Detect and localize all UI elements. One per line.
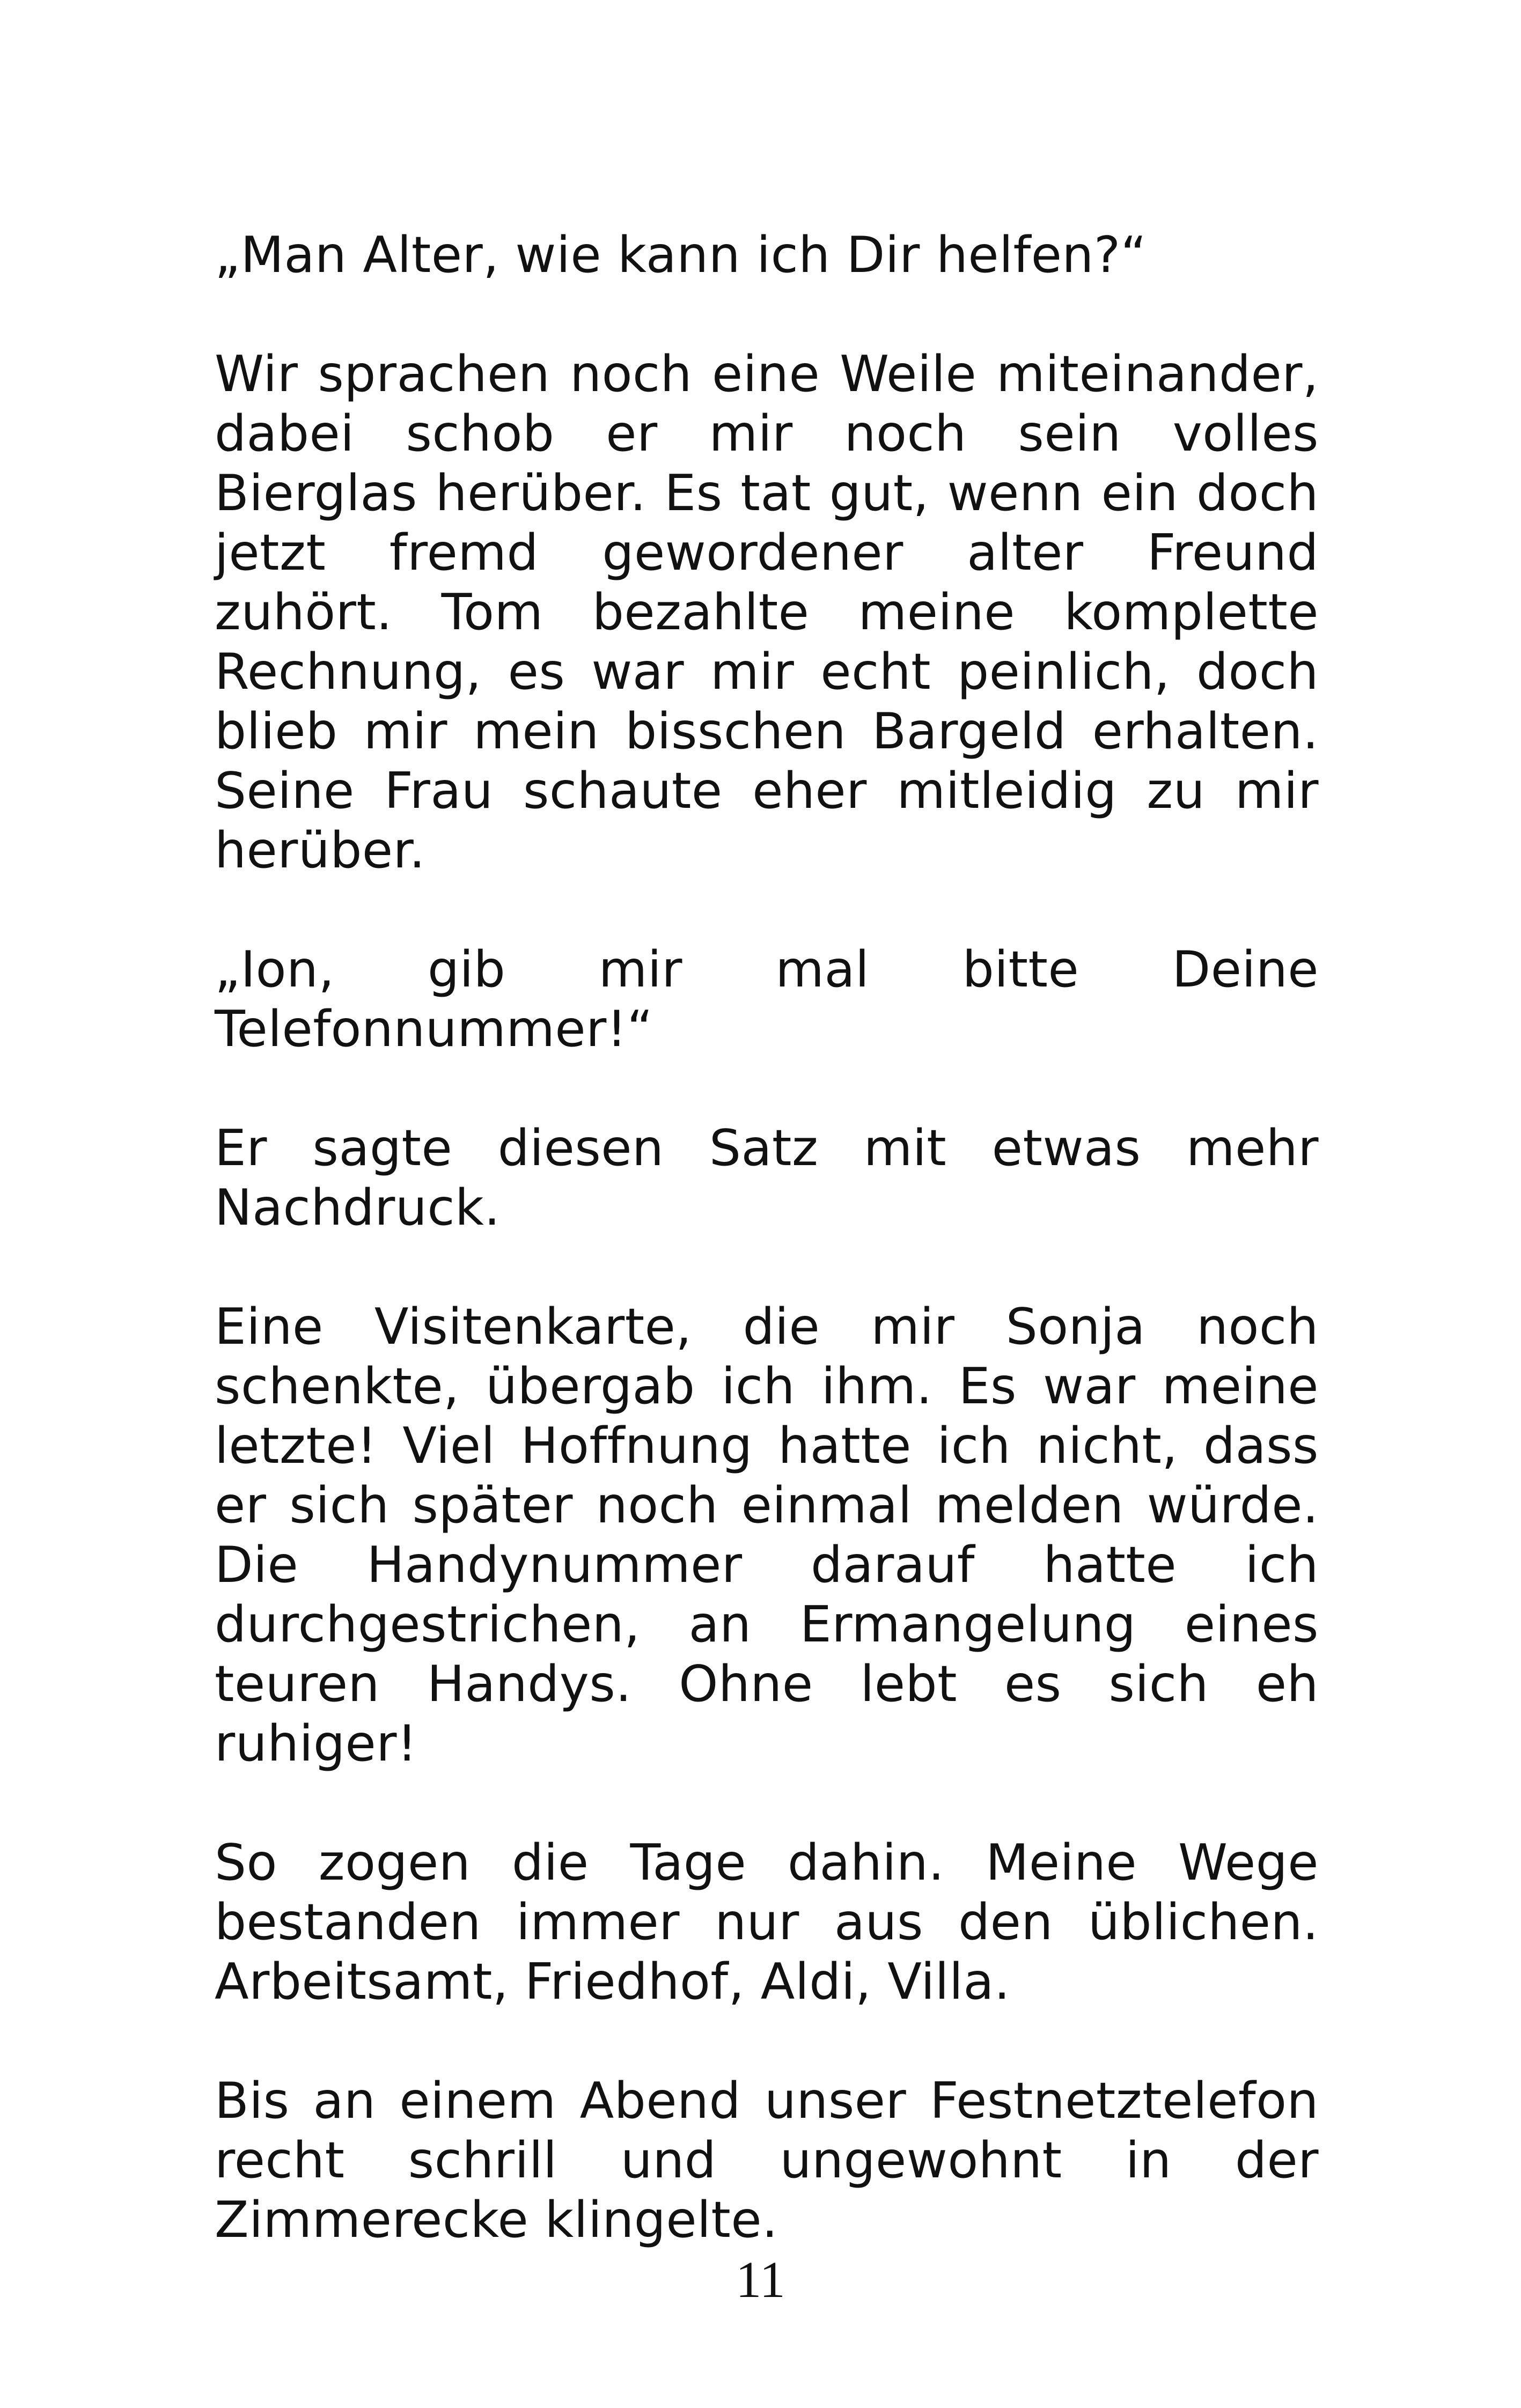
paragraph-7: Bis an einem Abend unser Festnetztelefon recht schrill und ungewohnt in der Zimmerecke klingelte.	[215, 2072, 1319, 2249]
body-text	[215, 225, 1319, 2250]
paragraph-4: Er sagte diesen Satz mit etwas mehr Nachdruck.	[215, 1119, 1319, 1236]
paragraph-2: Wir sprachen noch eine Weile miteinander, dabei schob er mir noch sein volles Bierglas herüber. Es tat gut, wenn ein doch jetzt fremd gewordener alter Freund zuhört. Tom bezahlte meine komplette Rechnung, es war mir echt peinlich, doch blieb mir mein bisschen Bargeld erhalten. Seine Frau schaute eher mitleidig zu mir herüber.	[215, 345, 1319, 879]
paragraph-3: „Ion, gib mir mal bitte Deine Telefonnummer!“	[215, 940, 1319, 1058]
paragraph-6: So zogen die Tage dahin. Meine Wege bestanden immer nur aus den üblichen. Arbeitsamt, Friedhof, Aldi, Villa.	[215, 1833, 1319, 2011]
paragraph-1: „Man Alter, wie kann ich Dir helfen?“	[215, 226, 1147, 284]
page-number: 11	[736, 2251, 785, 2308]
paragraph-5: Eine Visitenkarte, die mir Sonja noch schenkte, übergab ich ihm. Es war meine letzte! Viel Hoffnung hatte ich nicht, dass er sich später noch einmal melden würde. Die Handynummer darauf hatte ich durchgestrichen, an Ermangelung eines teuren Handys. Ohne lebt es sich eh ruhiger!	[215, 1298, 1319, 1772]
